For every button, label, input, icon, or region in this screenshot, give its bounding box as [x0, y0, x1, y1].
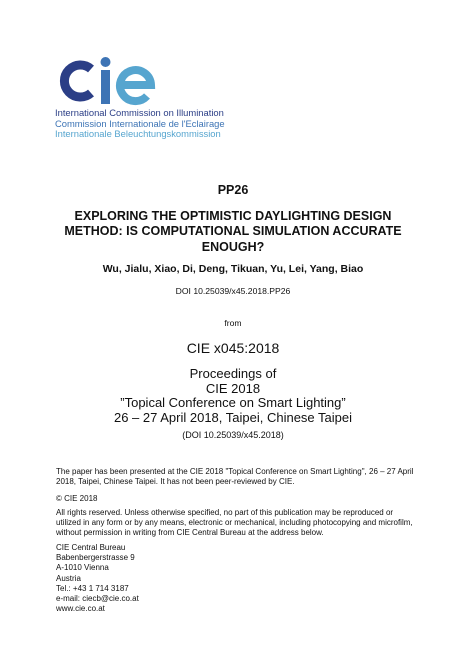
rights-statement: All rights reserved. Unless otherwise specified, no part of this publication may be reproduced or utilized in any form or by any means, electronic or mechanical, including photocopying and microfilm, without permission in writing from CIE Central Bureau at the address below. [56, 508, 413, 538]
paper-title: EXPLORING THE OPTIMISTIC DAYLIGHTING DESIGN METHOD: IS COMPUTATIONAL SIMULATION ACCURATE ENOUGH? [64, 209, 402, 254]
address-line: e-mail: ciecb@cie.co.at [56, 594, 139, 604]
proceedings-line: ”Topical Conference on Smart Lighting” [120, 395, 346, 411]
proceedings-block [0, 367, 466, 425]
logo-name-de: Internationale Beleuchtungskommission [55, 128, 221, 140]
paper-code: PP26 [217, 183, 249, 197]
logo-letter-i-stem [101, 70, 110, 104]
cie-wordmark-graphic [55, 56, 195, 108]
address-line: CIE Central Bureau [56, 543, 126, 552]
proceedings-line: Proceedings of [189, 366, 277, 381]
logo-organization-names [55, 108, 225, 140]
logo-letter-i-dot [101, 57, 111, 67]
proceedings-line: 26 – 27 April 2018, Taipei, Chinese Taipei [113, 409, 353, 425]
address-line: www.cie.co.at [56, 604, 105, 614]
presentation-note: The paper has been presented at the CIE 2018 "Topical Conference on Smart Lighting", 26 – 27 April 2018, Taipei, Chinese Taipei. It has not been peer-reviewed by CIE. [56, 467, 414, 487]
paper-authors: Wu, Jialu, Xiao, Di, Deng, Tikuan, Yu, Lei, Yang, Biao [102, 263, 364, 275]
publication-code: CIE x045:2018 [186, 340, 280, 356]
address-line: Babenbergerstrasse 9 [56, 553, 135, 563]
from-label: from [224, 318, 242, 328]
address-line: Austria [56, 573, 81, 583]
address-block [56, 543, 416, 614]
logo-name-fr: Commission Internationale de l'Eclairage [55, 117, 225, 129]
logo-letter-c [64, 65, 91, 97]
cie-logo [55, 56, 255, 140]
copyright-notice: © CIE 2018 [56, 494, 98, 503]
proceedings-doi: (DOI 10.25039/x45.2018) [182, 430, 284, 440]
logo-letter-e [120, 70, 151, 101]
logo-name-en: International Commission on Illumination [55, 107, 224, 118]
proceedings-line: CIE 2018 [205, 380, 261, 396]
address-line: Tel.: +43 1 714 3187 [56, 583, 129, 593]
address-line: A-1010 Vienna [56, 563, 109, 573]
paper-doi: DOI 10.25039/x45.2018.PP26 [175, 286, 291, 296]
